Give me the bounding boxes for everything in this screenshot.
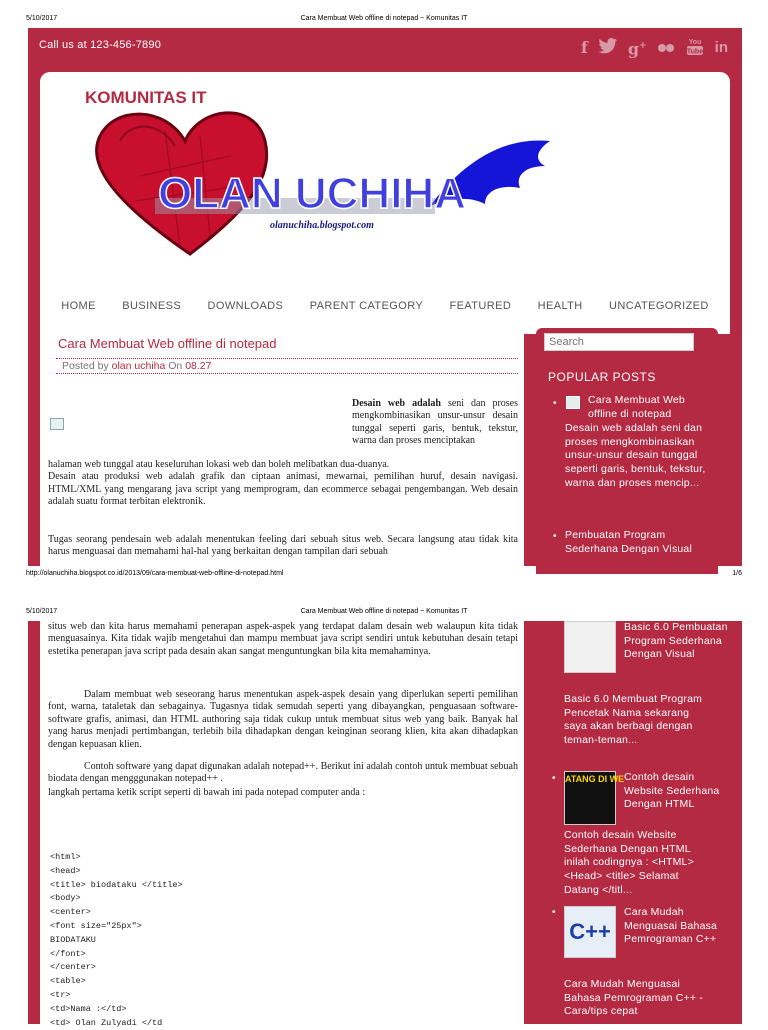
- print-date: 5/10/2017: [26, 608, 58, 615]
- bullet-icon: •: [552, 773, 556, 784]
- code-block: <html> <head> <title> biodataku </title> <body> <center> <font size="25px"> BIODATAKU </font> </center> <table> <tr> <td>Nama :</td> <td> Olan Zulyadi </td: [50, 852, 183, 1028]
- posted-on-label: On: [168, 360, 183, 372]
- print-title: Cara Membuat Web offline di notepad ~ Komunitas IT: [300, 15, 468, 22]
- logo-url: olanuchiha.blogspot.com: [270, 220, 374, 231]
- paragraph-2: Desain atau produksi web adalah grafik dan ciptaan animasi, mewarnai, pemilihan huruf, desain navigasi. HTML/XML yang mengarang java script yang memprogram, dan ecommerce sebagai pengembangan. Web desain adalah suatu format terbitan elektronik.: [48, 471, 518, 508]
- intro-bold: Desain web adalah: [352, 398, 441, 409]
- post-thumbnail[interactable]: [564, 621, 616, 673]
- popular-item-3-title[interactable]: Contoh desain Website Sederhana Dengan HTML: [624, 771, 720, 811]
- popular-item-1-title[interactable]: Cara Membuat Web offline di notepad: [588, 394, 685, 420]
- popular-item-2-title-cont[interactable]: Basic 6.0 Pembuatan Program Sederhana Dengan Visual: [624, 621, 728, 661]
- post-intro: [352, 398, 518, 448]
- nav-business[interactable]: BUSINESS: [122, 300, 182, 312]
- paragraph-5: Contoh software yang dapat digunakan adalah notepad++. Berikut ini adalah contoh untuk membuat sebuah biodata dengan mengggunakan notepad++ .: [48, 761, 518, 785]
- popular-item-2-snippet: Basic 6.0 Membuat Program Pencetak Nama sekarang saya akan berbagi dengan teman-teman...: [564, 693, 703, 747]
- post-paragraph: Tugas seorang pendesain web adalah menentukan feeling dari sebuah situs web. Secara langsung atau tidak kita harus menguasai dan memahami hal-hal yang berkaitan dengan tampilan dari sebuah: [48, 534, 518, 558]
- thumbnail-text: ATANG DI WE: [565, 774, 625, 784]
- bullet-icon: •: [552, 907, 556, 918]
- nav-health[interactable]: HEALTH: [537, 300, 583, 312]
- bullet-icon: •: [553, 398, 557, 409]
- search-widget: [536, 328, 718, 356]
- page-1: [28, 28, 742, 566]
- popular-item-3-snippet: Contoh desain Website Sederhana Dengan HTML inilah codingnya : <HTML> <Head> <title> Selamat Datang </titl...: [564, 829, 694, 896]
- intro-text: seni dan proses mengkombinasikan unsur-unsur desain tunggal seperti garis, bentuk, tekstur, warna dan proses menciptakan: [352, 398, 519, 447]
- call-us-text: Call us at 123-456-7890: [39, 39, 162, 51]
- divider: [56, 358, 518, 359]
- svg-text:You: You: [688, 39, 702, 46]
- print-title: Cara Membuat Web offline di notepad ~ Komunitas IT: [300, 608, 468, 615]
- logo-text: OLAN UCHIHA: [158, 169, 466, 218]
- youtube-icon[interactable]: [685, 36, 705, 60]
- top-bar: [28, 28, 742, 64]
- post-thumbnail[interactable]: [564, 906, 616, 958]
- paragraph-3-cont: situs web dan kita harus memahami penerapan aspek-aspek yang terdapat dalam desain web walaupun kita tidak menguasainya. Kita tidak wajib mengetahui dan mampu membuat java script sendiri untuk kebutuhan desain tetapi estetika penerapan java script pada desain akan sangat menguntungkan bila kita memahaminya.: [48, 621, 518, 657]
- facebook-icon[interactable]: f: [581, 38, 588, 57]
- print-url: http://olanuchiha.blogspot.co.id/2013/09/cara-membuat-web-offline-di-notepad.html: [26, 570, 284, 577]
- nav-home[interactable]: HOME: [61, 300, 96, 312]
- post-thumbnail[interactable]: [564, 771, 625, 825]
- post-author-link[interactable]: olan uchiha: [111, 360, 166, 372]
- main-nav: [40, 300, 730, 312]
- popular-item-2-title[interactable]: Pembuatan Program Sederhana Dengan Visual: [565, 529, 693, 555]
- site-logo[interactable]: [80, 96, 560, 266]
- broken-image-icon: [50, 418, 64, 430]
- nav-uncategorized[interactable]: UNCATEGORIZED: [609, 300, 709, 312]
- page-2: [28, 621, 742, 1028]
- post-content: [40, 328, 524, 566]
- post-title[interactable]: Cara Membuat Web offline di notepad: [58, 336, 277, 351]
- post-meta: [62, 360, 211, 372]
- popular-item-4-title[interactable]: Cara Mudah Menguasai Bahasa Pemrograman C++: [624, 906, 718, 946]
- post-thumbnail[interactable]: [566, 396, 580, 409]
- googleplus-icon[interactable]: g+: [627, 39, 647, 59]
- header-panel: [40, 72, 730, 334]
- paragraph-6: langkah pertama ketik script seperti di bawah ini pada notepad computer anda :: [48, 787, 366, 798]
- divider: [56, 373, 518, 374]
- post-content: [40, 621, 524, 1028]
- paragraph-4: Dalam membuat web seseorang harus menentukan aspek-aspek desain yang diperlukan seperti pemilihan font, warna, tataletak dan sebagainya. Tugasnya tidak semudah seperti yang dibayangkan, penguasaan software-software grafis, animasi, dan HTML authoring saja tidak cukup untuk membuat situs web yang baik. Banyak hal yang harus menjadi pertimbangan, terlebih bila dihadapkan dengan keinginan seorang klien, kita akan dihadapkan dengan kepuasan klien.: [48, 689, 518, 750]
- print-page-number: 1/6: [732, 570, 742, 577]
- popular-item-4-snippet: Cara Mudah Menguasai Bahasa Pemrograman C++ - Cara/tips cepat: [564, 978, 704, 1018]
- thumbnail-text: C++: [569, 919, 611, 944]
- posted-by-label: Posted by: [62, 360, 109, 372]
- nav-featured[interactable]: FEATURED: [449, 300, 512, 312]
- popular-item-1-snippet: Desain web adalah seni dan proses mengkombinasikan unsur-unsur desain tunggal seperti garis, bentuk, tekstur, warna dan proses mencip...: [565, 422, 706, 489]
- print-date: 5/10/2017: [26, 15, 58, 22]
- popular-posts-widget: [536, 364, 718, 574]
- linkedin-icon[interactable]: in: [714, 39, 728, 56]
- nav-parent-category[interactable]: PARENT CATEGORY: [309, 300, 424, 312]
- search-input[interactable]: [544, 333, 694, 351]
- bullet-icon: •: [553, 531, 557, 542]
- post-paragraph: [48, 459, 518, 509]
- paragraph-1: halaman web tunggal atau keseluruhan lokasi web dan boleh melibatkan dua-duanya.: [48, 459, 390, 470]
- post-time-link[interactable]: 08.27: [185, 360, 212, 372]
- social-links: [581, 36, 728, 60]
- nav-downloads[interactable]: DOWNLOADS: [207, 300, 284, 312]
- twitter-icon[interactable]: [598, 38, 618, 58]
- popular-posts-title: POPULAR POSTS: [548, 370, 656, 384]
- flickr-icon[interactable]: [657, 39, 675, 57]
- brand-title[interactable]: KOMUNITAS IT: [85, 88, 207, 107]
- svg-text:Tube: Tube: [686, 48, 703, 56]
